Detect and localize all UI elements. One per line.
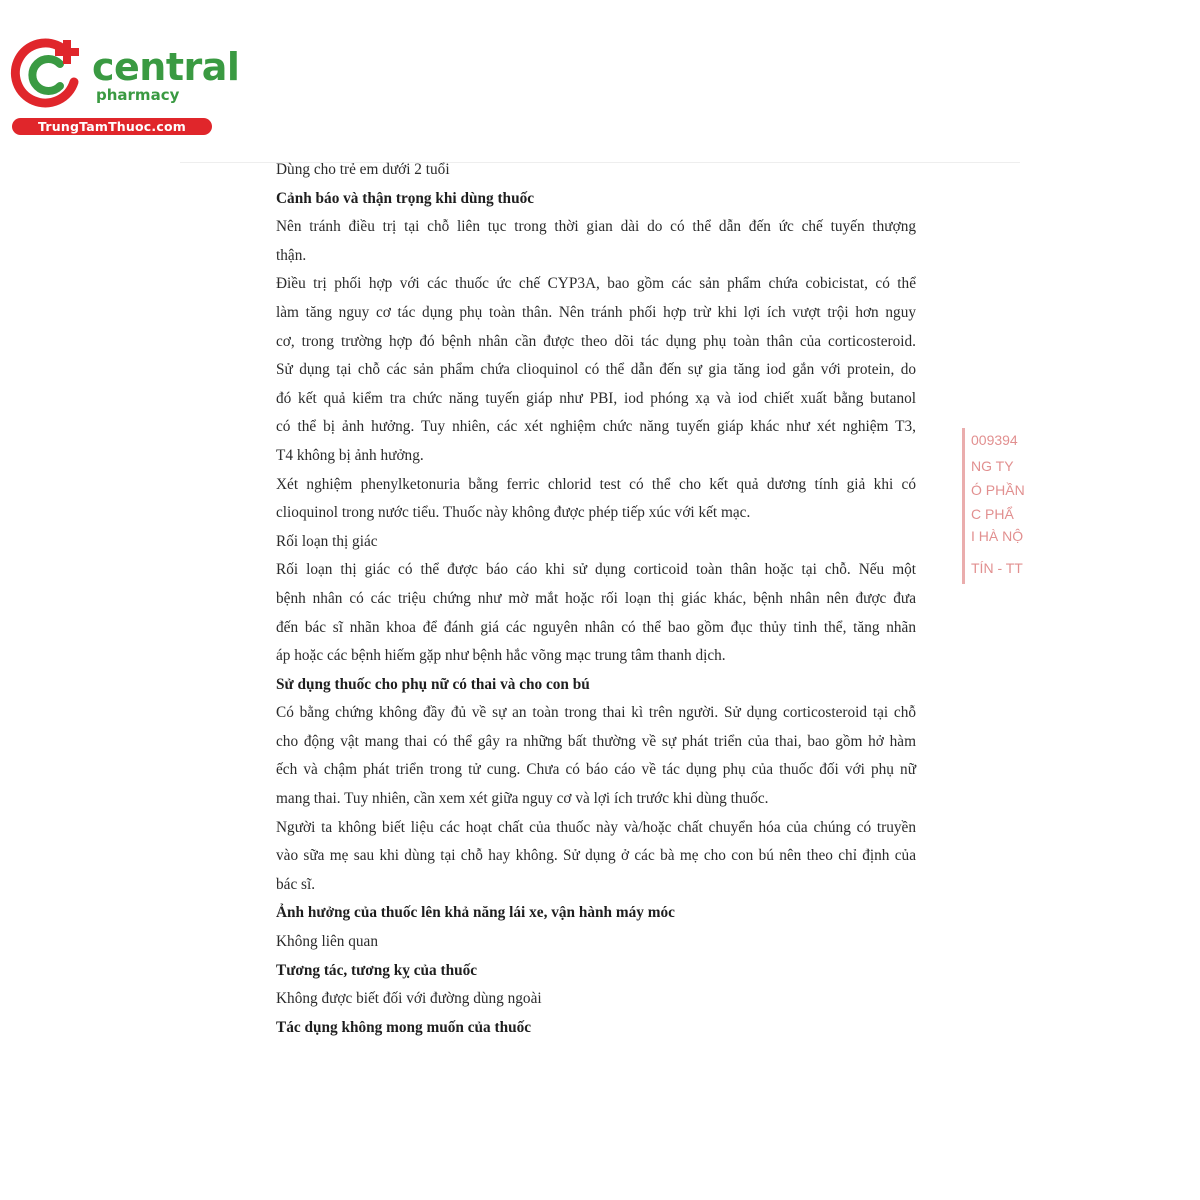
document-line: đến bác sĩ nhãn khoa để đánh giá các nguyên nhân có thể bao gồm đục thủy tinh thể, tăng nhãn	[276, 618, 916, 636]
document-line: áp hoặc các bệnh hiếm gặp như bệnh hắc võng mạc trung tâm thanh dịch.	[276, 647, 726, 665]
document-line: bệnh nhân có các triệu chứng như mờ mắt hoặc rối loạn thị giác khác, bệnh nhân nên được đưa	[276, 589, 916, 607]
document-line: thận.	[276, 246, 307, 264]
document-line: cơ, trong trường hợp đó bệnh nhân cần được theo dõi tác dụng phụ toàn thân của corticosteroid.	[276, 332, 916, 350]
document-line: Có bằng chứng không đầy đủ về sự an toàn trong thai kì trên người. Sử dụng corticosteroid tại chỗ	[276, 704, 916, 722]
stamp-text: Ó PHẦN	[971, 482, 1025, 498]
section-heading: Cảnh báo và thận trọng khi dùng thuốc	[276, 189, 535, 207]
document-line: Dùng cho trẻ em dưới 2 tuổi	[276, 161, 450, 178]
document-line: Xét nghiệm phenylketonuria bằng ferric chlorid test có thể cho kết quả dương tính giả khi có	[276, 475, 916, 493]
document-line: Rối loạn thị giác có thể được báo cáo khi sử dụng corticoid toàn thân hoặc tại chỗ. Nếu một	[276, 561, 916, 579]
logo-subtitle: pharmacy	[96, 86, 180, 104]
document-line: mang thai. Tuy nhiên, cần xem xét giữa nguy cơ và lợi ích trước khi dùng thuốc.	[276, 790, 769, 808]
document-line: Không liên quan	[276, 933, 378, 951]
document-line: ếch và chậm phát triển trong tử cung. Chưa có báo cáo về tác dụng phụ của thuốc đối với phụ nữ	[276, 761, 916, 779]
section-heading: Tương tác, tương kỵ của thuốc	[276, 961, 478, 979]
document-line: đó kết quả kiểm tra chức năng tuyến giáp như PBI, iod phóng xạ và iod chiết xuất bằng butanol	[276, 389, 916, 407]
stamp-text: NG TY	[971, 458, 1014, 474]
document-line: bác sĩ.	[276, 875, 316, 893]
document-line: Rối loạn thị giác	[276, 532, 378, 550]
section-heading: Sử dụng thuốc cho phụ nữ có thai và cho con bú	[276, 675, 590, 693]
section-heading: Tác dụng không mong muốn của thuốc	[276, 1018, 532, 1036]
central-pharmacy-logo[interactable]	[8, 34, 240, 138]
document-line: vào sữa mẹ sau khi dùng tại chỗ hay không. Sử dụng ở các bà mẹ cho con bú nên theo chỉ định của	[276, 847, 916, 865]
document-line: Sử dụng tại chỗ các sản phẩm chứa clioquinol có thể dẫn đến sự gia tăng iod gắn với protein, do	[276, 361, 916, 379]
document-line: Không được biết đối với đường dùng ngoài	[276, 990, 542, 1008]
company-stamp	[962, 428, 1025, 584]
document-line: Điều trị phối hợp với các thuốc ức chế CYP3A, bao gồm các sản phẩm chứa cobicistat, có thể	[276, 275, 916, 293]
logo-site-banner: TrungTamThuoc.com	[12, 118, 212, 135]
logo-brand-text: central	[92, 45, 240, 89]
document-line: Người ta không biết liệu các hoạt chất của thuốc này và/hoặc chất chuyển hóa của chúng có truyền	[276, 818, 916, 836]
stamp-text: C PHẨ	[971, 506, 1014, 522]
document-line: cho động vật mang thai có thể gây ra những bất thường về sự phát triển của thai, bao gồm hở hàm	[276, 732, 916, 750]
document-line: làm tăng nguy cơ tác dụng phụ toàn thân. Nên tránh phối hợp trừ khi lợi ích vượt trội hơn nguy	[276, 303, 916, 321]
document-line: Nên tránh điều trị tại chỗ liên tục trong thời gian dài do có thể dẫn đến ức chế tuyến thượng	[276, 218, 916, 236]
stamp-text: TÍN - TT	[971, 560, 1023, 576]
document-body	[276, 156, 916, 1042]
stamp-text: I HÀ NỘ	[971, 528, 1024, 544]
document-line: clioquinol trong nước tiểu. Thuốc này không được phép tiếp xúc với kết mạc.	[276, 504, 751, 522]
pharmacy-cross-logo-icon	[8, 34, 92, 114]
stamp-text: 009394	[971, 432, 1018, 448]
document-line: có thể bị ảnh hưởng. Tuy nhiên, các xét nghiệm chức năng tuyến giáp khác như xét nghiệm T3,	[276, 418, 916, 436]
section-heading: Ảnh hưởng của thuốc lên khả năng lái xe, vận hành máy móc	[276, 904, 675, 922]
document-line: T4 không bị ảnh hưởng.	[276, 446, 424, 464]
